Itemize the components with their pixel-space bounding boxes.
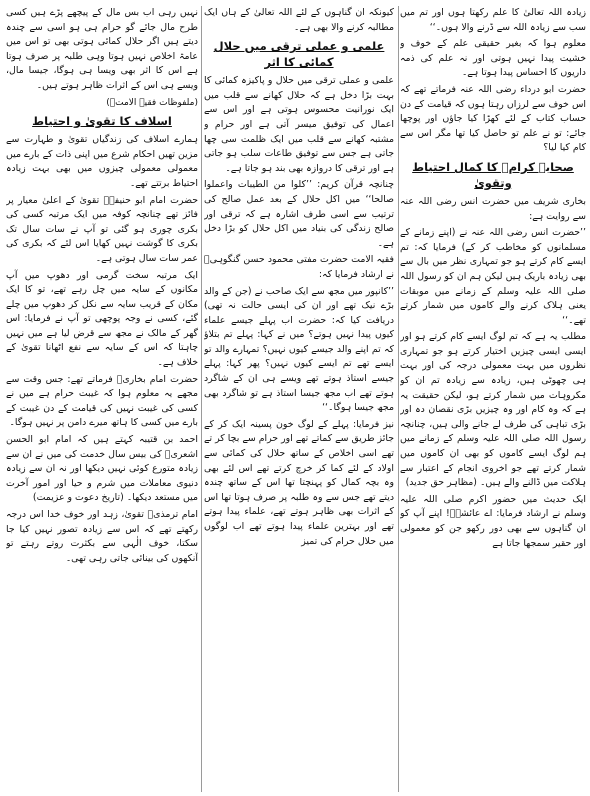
paragraph: مطلب یہ ہے کہ تم لوگ ایسے کام کرتے ہو اور ایسی ایسی چیزیں اختیار کرتے ہو جو تمہاری نظروں میں بہت معمولی درجہ کی اور بہت ہی چھوٹی ہیں، زیادہ سے زیادہ تم ان کو مکروہات میں شمار کرتے ہو، لیکن حقیقت یہ ہے کہ وہ کام اور وہ چیزیں بڑی نقصان دہ اور بڑی تباہی کی طرف لے جانے والی ہیں، چنانچہ رسول اللہ صلی اللہ علیہ وسلم کے زمانے میں ہم لوگ ایسے کاموں کو بھی ان کاموں میں شمار کرتے تھے جو اخروی انجام کے اعتبار سے ہلاکت میں ڈالنے والے ہیں۔ (مظاہر حق جدید) <box>400 331 586 489</box>
paragraph: نیز فرمایا: پہلے کے لوگ خون پسینہ ایک کر کے جائز طریق سے کماتے تھے اور حرام سے بچا کر تے تھے اسی اخلاص کے ساتھ حلال کی کمائی سے اولاد کے لئے کما کر خرچ کرتے تھے اس لئے بھی وہ بچہ کمال کو پہنچتا تھا اس کے ساتھ چندہ دیتے تھے جس سے وہ طلبہ پر صرف ہوتا تھا اس کے اثرات بھی ظاہر ہوتے تھے، علماء پیدا ہوتے تھے اور بہترین علماء پیدا ہوتے تھے اب لوگوں میں حلال حرام کی تمیز <box>204 418 394 547</box>
column-divider <box>398 6 399 792</box>
paragraph: علمی و عملی ترقی میں حلال و پاکیزہ کمائی کا بہت بڑا دخل ہے کہ حلال کھانے سے قلب میں ایک نورانیت محسوس ہوتی ہے اور اس سے اعمال کی توفیق میسر آتی ہے اور حرام و مشتبہ کھانے سے قلب میں ایک ظلمت سی چھا جاتی ہے جس سے توفیق طاعات سلب ہو جاتی ہے اور ترقی کا دروازہ بھی بند ہو جاتا ہے۔ <box>204 75 394 174</box>
paragraph: امام ترمذیؒ تقویٰ، زہد اور خوف خدا اس درجہ رکھتے تھے کہ اس سے زیادہ تصور نہیں کیا جا سکتا، خوف الٰہی سے بکثرت روتے رہتے تو آنکھوں کی بینائی جاتی رہی تھی۔ <box>6 509 198 564</box>
paragraph: بخاری شریف میں حضرت انس رضی اللہ عنہ سے روایت ہے: <box>400 195 586 222</box>
column-left <box>6 6 198 792</box>
paragraph: نہیں رہی اب بس مال کے پیچھے پڑے ہیں کسی طرح مال جائے گو حرام ہی ہو اسی سے چندہ دیتے ہیں اگر حلال کمائی ہوتی بھی تو اس میں عامۃ اخلاص نہیں ہوتا وہی طلبہ پر صرف ہوتا ہے اس کا اثر بھی ویسا ہی ہوگا، جیسا مال، ویسے ہی اس کے اثرات ظاہر ہوتے ہیں۔ <box>6 7 198 91</box>
paragraph: حضرت امام ابو حنیفہؒ تقویٰ کے اعلیٰ معیار پر فائز تھے چنانچہ کوفہ میں ایک مرتبہ کسی کی بکری چوری ہو گئی تو آپ نے سات سال تک بکری کا گوشت نہیں کھایا اس لئے کہ بکری کی عمر سات سال ہوتی ہے۔ <box>6 194 198 264</box>
section-heading: اسلاف کا تقویٰ و احتیاط <box>32 114 172 129</box>
column-right <box>400 6 586 792</box>
paragraph: ہمارے اسلاف کی زندگیاں تقویٰ و طہارت سے مزین تھیں احکام شرع میں اپنی ذات کے بارے میں معمولی معمولی چیزوں میں بھی بہت زیادہ احتیاط برتتے تھے۔ <box>6 134 198 189</box>
paragraph: حضرت امام بخاریؒ فرماتے تھے: جس وقت سے مجھے یہ معلوم ہوا کہ غیبت حرام ہے میں نے کسی کی غیبت نہیں کی قیامت کے دن غیبت کے بارے میں کسی کا ہاتھ میرے دامن پر نہیں ہوگا۔ <box>6 373 198 429</box>
paragraph: ایک حدیث میں حضور اکرم صلی اللہ علیہ وسلم نے ارشاد فرمایا: اے عائشہؓ! اپنے آپ کو ان گناہوں سے بھی دور رکھو جن کو معمولی اور حقیر سمجھا جاتا ہے <box>400 493 586 549</box>
section-heading: صحابہ کرامؓ کا کمال احتیاط وتقویٰ <box>412 159 574 190</box>
paragraph: ’’حضرت انس رضی اللہ عنہ نے (اپنے زمانے کے مسلمانوں کو مخاطب کر کے) فرمایا کہ: تم ایسے کام کرتے ہو جو تمہاری نظر میں بال سے بھی زیادہ باریک ہیں لیکن ہم ان کو رسول اللہ صلی اللہ علیہ وسلم کے زمانے میں موبقات یعنی ہلاک کرنے والے کاموں میں شمار کرتے تھے۔‘‘ <box>400 227 586 326</box>
section-heading: علمی و عملی ترقی میں حلال کمائی کا اثر <box>213 39 385 70</box>
paragraph: معلوم ہوا کہ بغیر حقیقی علم کے خوف و خشیت پیدا نہیں ہوتی اور نہ علم کی ذمہ داریوں کا احساس پیدا ہوتا ہے۔ <box>400 38 586 79</box>
column-middle <box>204 6 394 792</box>
paragraph: ایک مرتبہ سخت گرمی اور دھوپ میں آپ مکانوں کے سایہ میں چل رہے تھے، تو کا ایک مکان کے قریب سایہ سے نکل کر دھوپ میں چلے گئے، کسی نے وجہ پوچھی تو آپ نے فرمایا: اس گھر کے مالک نے مجھ سے قرض لیا ہے میں نہیں چاہتا کہ اس کے سایہ سے نفع اٹھانا تقویٰ کے خلاف ہے۔ <box>6 269 198 369</box>
paragraph: کیونکہ ان گناہوں کے لئے اللہ تعالیٰ کے ہاں ایک مطالبہ کرنے والا بھی ہے۔ <box>204 7 394 33</box>
paragraph: فقیہ الامت حضرت مفتی محمود حسن گنگوہیؒ نے ارشاد فرمایا کہ: <box>204 254 394 280</box>
paragraph: حضرت ابو درداء رضی اللہ عنہ فرماتے تھے کہ اس خوف سے لرزاں رہتا ہوں کہ قیامت کے دن حساب کتاب کے لئے کھڑا کیا جاؤں اور پوچھا جائے: تو نے علم تو حاصل کیا تھا مگر اس سے کام کیا لیا؟ <box>400 83 586 154</box>
paragraph: زیادہ اللہ تعالیٰ کا علم رکھتا ہوں اور تم میں سب سے زیادہ اللہ سے ڈرنے والا ہوں۔‘‘ <box>400 7 586 33</box>
paragraph: چنانچہ قرآن کریم: ’’کلوا من الطیبات واعملوا صالحا‘‘ میں اکل حلال کے بعد عمل صالح کی ترتیب سے اسی طرف اشارہ ہے کہ ترقی اور صالح زندگی کی بنیاد میں اکل حلال کو بڑا دخل ہے۔ <box>204 179 394 249</box>
paragraph: ’’کانپور میں مجھ سے ایک صاحب نے (جن کے والد بڑے نیک تھے اور ان کی ایسی حالت نہ تھی) دریافت کیا کہ: حضرت اب پہلے جیسے علماء کیوں پیدا نہیں ہوتے؟ میں نے کہا: پہلے تم بتلاؤ کہ تم اپنے والد جیسے کیوں نہیں؟ تمہارے والد تو ایسے تھے تم ایسے کیوں نہیں؟ پھر کہا: پہلے جیسے استاذ ہوتے تھے ویسے ہی ان کے شاگرد ہوتے تھے اب مجھ جیسا استاذ ہے تو شاگرد بھی مجھ جیسا ہوگا۔‘‘ <box>204 285 394 414</box>
citation: (ملفوظات فقیہ الامتؒ) <box>106 97 198 108</box>
column-divider <box>201 6 202 792</box>
paragraph: احمد بن قتیبہ کہتے ہیں کہ امام ابو الحسن اشعریؒ کی بیس سال خدمت کی میں نے ان سے زیادہ متورع کوئی نہیں دیکھا اور نہ ان سے زیادہ دنیوی معاملات میں شرم و حیا اور امور آخرت میں مستعد دیکھا۔ (تاریخ دعوت و عزیمت) <box>6 434 198 504</box>
